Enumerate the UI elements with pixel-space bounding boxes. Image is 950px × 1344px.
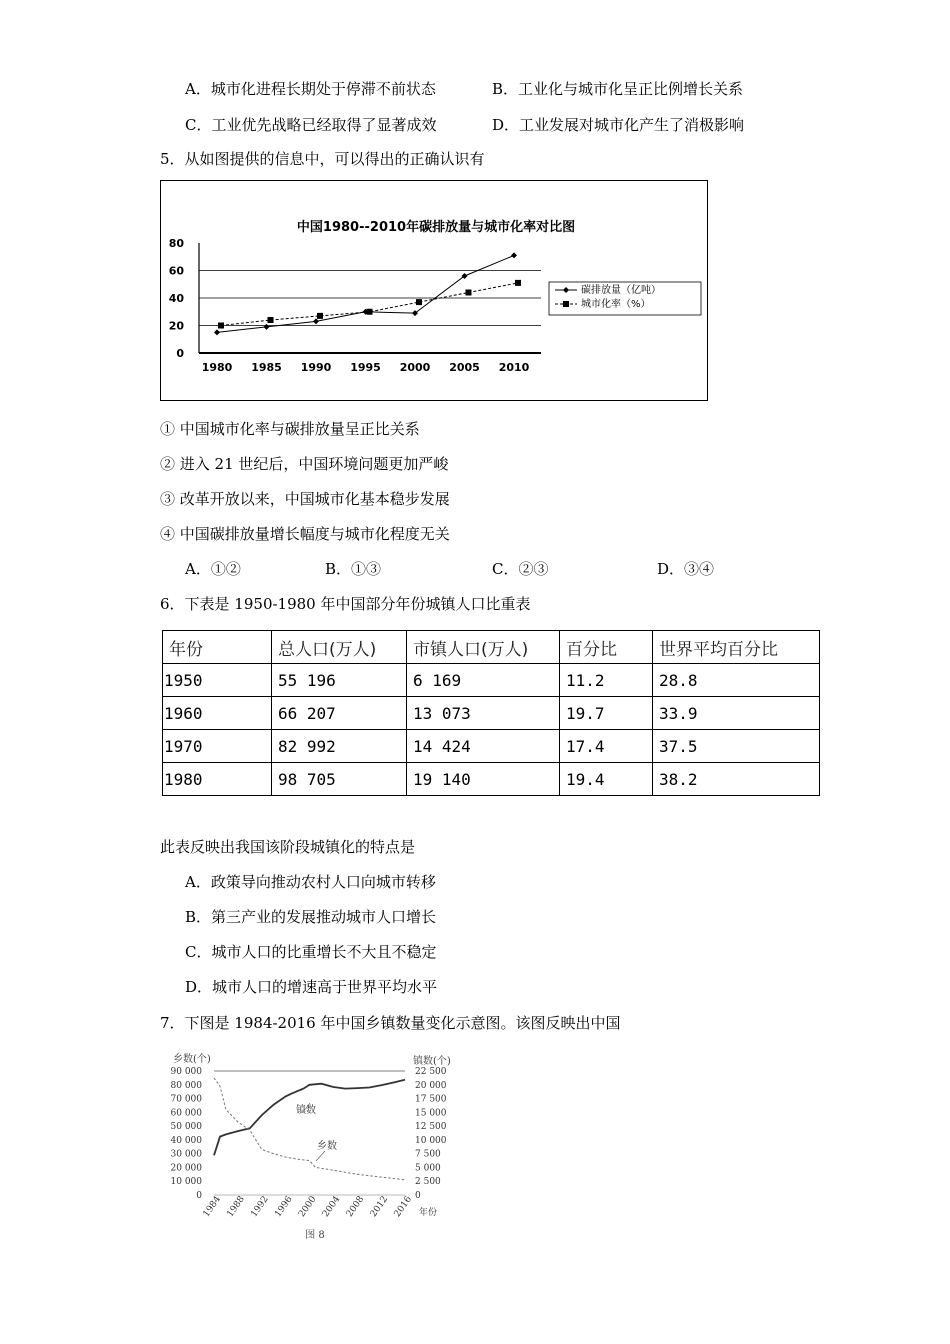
urbanization-point [515, 280, 521, 286]
urbanization-point [367, 309, 373, 315]
q6-table [162, 630, 820, 796]
right-tick-label: 0 [415, 1191, 421, 1201]
left-tick-label: 40 000 [170, 1135, 202, 1146]
table-row [163, 730, 820, 763]
x-tick-label: 1990 [300, 361, 332, 374]
left-tick-label: 80 000 [170, 1080, 202, 1091]
left-tick-label: 30 000 [170, 1149, 202, 1160]
left-tick-label: 20 000 [170, 1163, 202, 1174]
q5-statement-2: ② 进入 21 世纪后，中国环境问题更加严峻 [160, 455, 449, 473]
x-tick-label: 1984 [201, 1194, 224, 1220]
y-tick-label: 60 [168, 264, 184, 278]
left-axis-label: 乡数(个) [173, 1054, 211, 1065]
x-tick-label: 2005 [449, 361, 480, 374]
legend-square-marker [563, 301, 569, 307]
q6-followup: 此表反映出我国该阶段城镇化的特点是 [160, 838, 416, 856]
carbon-point [313, 318, 319, 324]
table-row [163, 763, 820, 796]
carbon-point [264, 324, 270, 330]
q6-stem: 6．下表是 1950-1980 年中国部分年份城镇人口比重表 [160, 595, 531, 613]
chart-title: 中国1980--2010年碳排放量与城市化率对比图 [296, 220, 576, 235]
q6-option-a[interactable]: A．政策导向推动农村人口向城市转移 [185, 873, 436, 891]
series-line-urbanization [221, 283, 518, 326]
q6-option-d[interactable]: D．城市人口的增速高于世界平均水平 [185, 978, 438, 996]
header-percent: 百分比 [560, 631, 653, 664]
legend-carbon-label: 碳排放量（亿吨） [581, 285, 661, 296]
right-tick-label: 15 000 [415, 1108, 447, 1119]
left-tick-label: 0 [196, 1191, 202, 1201]
township-count-line [214, 1078, 405, 1180]
cell-urban-pop: 19 140 [407, 763, 560, 796]
cell-urban-pop: 13 073 [407, 697, 560, 730]
q4-option-a[interactable]: A．城市化进程长期处于停滞不前状态 [185, 80, 436, 98]
left-tick-label: 90 000 [170, 1067, 202, 1077]
cell-total-pop: 55 196 [272, 664, 407, 697]
q7-stem: 7．下图是 1984-2016 年中国乡镇数量变化示意图。该图反映出中国 [160, 1014, 621, 1032]
x-tick-label: 2000 [399, 361, 431, 374]
carbon-point [511, 252, 517, 258]
right-tick-label: 7 500 [415, 1149, 441, 1160]
q5-statement-1: ① 中国城市化率与碳排放量呈正比关系 [160, 420, 420, 438]
legend-urban-label: 城市化率（%） [581, 299, 651, 310]
right-tick-label: 12 500 [415, 1122, 447, 1133]
x-tick-label: 2012 [368, 1194, 391, 1220]
cell-world-percent: 33.9 [653, 697, 820, 730]
carbon-point [214, 329, 220, 335]
left-tick-label: 60 000 [170, 1108, 202, 1119]
right-tick-label: 2 500 [415, 1177, 441, 1188]
cell-year: 1960 [163, 697, 272, 730]
x-tick-label: 2016 [392, 1194, 415, 1220]
q5-statement-4: ④ 中国碳排放量增长幅度与城市化程度无关 [160, 525, 450, 543]
cell-percent: 11.2 [560, 664, 653, 697]
table-row [163, 664, 820, 697]
table-row [163, 697, 820, 730]
cell-year: 1970 [163, 730, 272, 763]
right-tick-label: 5 000 [415, 1163, 441, 1174]
urbanization-point [268, 317, 274, 323]
q5-option-a[interactable]: A．①② [185, 560, 241, 578]
x-tick-label: 2000 [297, 1194, 319, 1220]
cell-percent: 19.4 [560, 763, 653, 796]
left-tick-label: 70 000 [170, 1094, 202, 1105]
urbanization-point [218, 323, 224, 329]
left-tick-label: 50 000 [170, 1122, 202, 1133]
x-tick-label: 1988 [225, 1194, 247, 1220]
right-tick-label: 20 000 [415, 1080, 447, 1091]
x-axis-label: 年份 [419, 1208, 438, 1218]
cell-world-percent: 38.2 [653, 763, 820, 796]
q6-option-c[interactable]: C．城市人口的比重增长不大且不稳定 [185, 943, 437, 961]
q5-figure [160, 180, 708, 401]
y-tick-label: 20 [168, 319, 184, 333]
x-tick-label: 1992 [249, 1194, 271, 1220]
q5-chart [161, 181, 707, 400]
township-series-label: 乡数 [317, 1141, 337, 1152]
x-tick-label: 1980 [201, 361, 233, 374]
cell-year: 1950 [163, 664, 272, 697]
header-urban-pop: 市镇人口(万人) [407, 631, 560, 664]
x-tick-label: 2008 [344, 1194, 367, 1220]
q5-option-c[interactable]: C．②③ [492, 560, 549, 578]
q7-figure [165, 1046, 465, 1251]
cell-percent: 17.4 [560, 730, 653, 763]
x-tick-label: 1985 [251, 361, 282, 374]
town-count-line [214, 1080, 405, 1156]
q4-option-c[interactable]: C．工业优先战略已经取得了显著成效 [185, 116, 437, 134]
q5-statement-3: ③ 改革开放以来，中国城市化基本稳步发展 [160, 490, 450, 508]
right-axis-label: 镇数(个) [413, 1056, 451, 1067]
x-tick-label: 2004 [321, 1194, 343, 1220]
cell-urban-pop: 14 424 [407, 730, 560, 763]
y-tick-label: 0 [176, 347, 184, 360]
figure-caption: 图 8 [305, 1230, 325, 1241]
right-tick-label: 22 500 [415, 1067, 447, 1077]
q5-option-b[interactable]: B．①③ [325, 560, 382, 578]
q5-option-d[interactable]: D．③④ [657, 560, 715, 578]
header-year: 年份 [163, 631, 272, 664]
cell-percent: 19.7 [560, 697, 653, 730]
right-tick-label: 10 000 [415, 1135, 447, 1146]
cell-total-pop: 66 207 [272, 697, 407, 730]
header-total-pop: 总人口(万人) [272, 631, 407, 664]
urbanization-point [466, 290, 472, 296]
header-world-percent: 世界平均百分比 [653, 631, 820, 664]
urbanization-point [416, 299, 422, 305]
q7-chart [165, 1046, 465, 1251]
cell-urban-pop: 6 169 [407, 664, 560, 697]
cell-total-pop: 98 705 [272, 763, 407, 796]
q4-option-d[interactable]: D．工业发展对城市化产生了消极影响 [492, 116, 745, 134]
y-tick-label: 80 [168, 237, 184, 250]
q5-stem: 5．从如图提供的信息中，可以得出的正确认识有 [160, 150, 485, 168]
urbanization-point [317, 313, 323, 319]
left-tick-label: 10 000 [170, 1177, 202, 1188]
x-tick-label: 2010 [498, 361, 530, 374]
cell-world-percent: 28.8 [653, 664, 820, 697]
right-tick-label: 17 500 [415, 1094, 447, 1105]
cell-year: 1980 [163, 763, 272, 796]
town-series-label: 镇数 [296, 1105, 316, 1116]
y-tick-label: 40 [168, 292, 184, 305]
q4-option-b[interactable]: B．工业化与城市化呈正比例增长关系 [492, 80, 744, 98]
q6-option-b[interactable]: B．第三产业的发展推动城市人口增长 [185, 908, 437, 926]
cell-world-percent: 37.5 [653, 730, 820, 763]
x-tick-label: 1995 [350, 361, 381, 374]
cell-total-pop: 82 992 [272, 730, 407, 763]
table-header-row [163, 631, 820, 664]
x-tick-label: 1996 [273, 1194, 295, 1220]
chart-legend [549, 282, 701, 315]
